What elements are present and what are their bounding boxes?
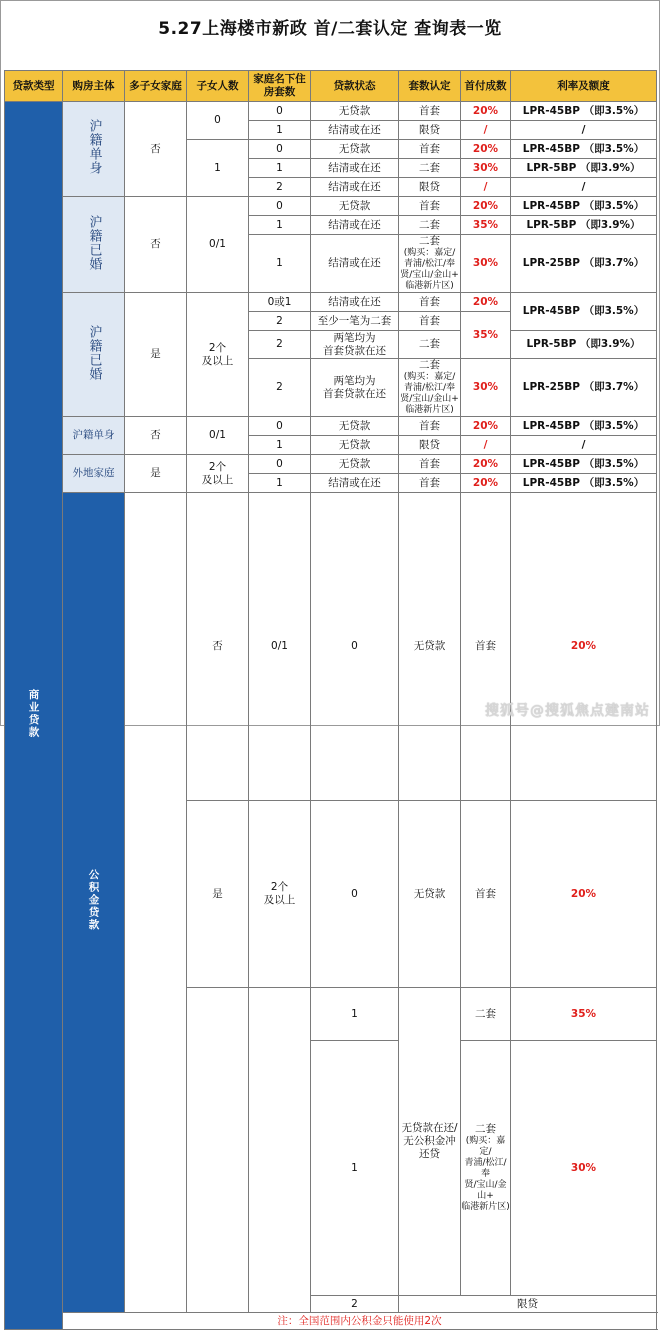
cell: 无贷款在还/ 无公积金冲还贷 [399,988,461,1296]
cell: 1 [249,159,311,178]
cell: 无贷款 [311,436,399,455]
header-cell: 利率及额度 [511,71,657,102]
cell: 首套 [399,293,461,312]
cell: / [511,178,657,197]
cell: 否 [125,417,187,455]
fund-loan-label: 公积金贷款 [63,493,125,1313]
cell-empty [125,493,187,1313]
cell: 无贷款 [311,417,399,436]
cell: 2 [249,178,311,197]
cell-note: (购买：嘉定/ 青浦/松江/奉 贤/宝山/金山+ 临港新片区) [461,1136,510,1213]
cell-empty [187,988,249,1313]
cell: 二套 [461,988,511,1041]
cell: / [511,121,657,140]
cell: 首套 [399,474,461,493]
cell: 首套 [399,197,461,216]
cell: 首套 [461,801,511,988]
cell: 2个 及以上 [187,293,249,417]
cell: LPR-45BP （即3.5%） [511,140,657,159]
cell: 结清或在还 [311,178,399,197]
cell: 限贷 [399,436,461,455]
header-cell: 家庭名下住房套数 [249,71,311,102]
cell-text: 二套 [419,359,440,371]
cell: 35% [461,216,511,235]
cell: 0或1 [249,293,311,312]
table-row [5,417,657,436]
note-row [5,1313,657,1330]
header-cell: 套数认定 [399,71,461,102]
header-cell: 首付成数 [461,71,511,102]
cell: 首套 [399,455,461,474]
cell: 20% [461,197,511,216]
cell-second-outer [399,235,461,293]
cell: / [461,436,511,455]
cell: 20% [461,417,511,436]
table-row [5,102,657,121]
page-title: 5.27上海楼市新政 首/二套认定 查询表一览 [158,19,502,39]
cell: 1 [249,235,311,293]
cell: 无贷款 [311,102,399,121]
cell: 20% [511,493,657,801]
cell: LPR-45BP （即3.5%） [511,474,657,493]
cell: 20% [461,455,511,474]
cell: 两笔均为 首套贷款在还 [311,359,399,417]
cell: 0 [311,493,399,801]
cell: 0 [249,102,311,121]
cell-second-outer [461,1041,511,1296]
cell: 20% [461,140,511,159]
cell: 首套 [461,493,511,801]
cell: 0 [249,140,311,159]
cell: 结清或在还 [311,474,399,493]
cell: 35% [511,988,657,1041]
header-cell: 购房主体 [63,71,125,102]
cell: 否 [125,102,187,197]
cell: LPR-45BP （即3.5%） [511,293,657,331]
cell: 2 [249,331,311,359]
cell-note: (购买：嘉定/ 青浦/松江/奉 贤/宝山/金山+ 临港新片区) [400,248,459,291]
group-nonlocal: 外地家庭 [63,455,125,493]
cell: 首套 [399,417,461,436]
cell: 20% [461,102,511,121]
cell: LPR-45BP （即3.5%） [511,102,657,121]
cell: 0 [249,455,311,474]
cell: 0 [311,801,399,988]
cell: LPR-5BP （即3.9%） [511,159,657,178]
cell: LPR-45BP （即3.5%） [511,197,657,216]
cell: 无贷款 [311,197,399,216]
cell: 0/1 [187,417,249,455]
cell: 2个 及以上 [187,455,249,493]
cell: 无贷款 [311,455,399,474]
cell: 35% [461,312,511,359]
header-row [5,71,657,102]
group-sh-single-row: 沪籍单身 [63,417,125,455]
cell: 30% [511,1041,657,1296]
cell: 20% [461,474,511,493]
cell: 1 [249,474,311,493]
cell: 二套 [399,331,461,359]
cell-second-outer [399,359,461,417]
group-sh-single: 沪籍单身 [63,102,125,197]
cell: 1 [187,140,249,197]
cell: 2个 及以上 [249,801,311,988]
header-cell: 贷款状态 [311,71,399,102]
cell: 是 [125,293,187,417]
cell: LPR-25BP （即3.7%） [511,359,657,417]
cell: 0 [249,197,311,216]
cell-note: (购买：嘉定/ 青浦/松江/奉 贤/宝山/金山+ 临港新片区) [400,372,459,415]
footnote: 注：全国范围内公积金只能使用2次 [63,1313,657,1330]
cell: 首套 [399,140,461,159]
cell: 是 [187,801,249,988]
cell: 30% [461,359,511,417]
cell: 0/1 [249,493,311,801]
cell: 2 [249,359,311,417]
cell: / [461,178,511,197]
cell: 否 [187,493,249,801]
cell: LPR-45BP （即3.5%） [511,455,657,474]
cell: 1 [311,1041,399,1296]
cell: 结清或在还 [311,121,399,140]
table-row [5,455,657,474]
cell: 1 [249,216,311,235]
cell: 0 [187,102,249,140]
cell: 无贷款 [399,801,461,988]
cell: 1 [311,988,399,1041]
cell: 无贷款 [311,140,399,159]
cell: LPR-25BP （即3.7%） [511,235,657,293]
cell: 1 [249,436,311,455]
table-row [5,197,657,216]
cell: 1 [249,121,311,140]
table-row [5,493,657,801]
cell: 20% [511,801,657,988]
cell: 限贷 [399,1296,657,1313]
cell: 结清或在还 [311,235,399,293]
group-sh-married: 沪籍已婚 [63,197,125,293]
cell: 限贷 [399,178,461,197]
cell: 无贷款 [399,493,461,801]
cell: 结清或在还 [311,159,399,178]
cell: / [461,121,511,140]
cell: LPR-5BP （即3.9%） [511,216,657,235]
cell: 二套 [399,216,461,235]
group-sh-married-2: 沪籍已婚 [63,293,125,417]
cell: LPR-45BP （即3.5%） [511,417,657,436]
header-cell: 子女人数 [187,71,249,102]
cell: 二套 [399,159,461,178]
cell: 限贷 [399,121,461,140]
cell: 至少一笔为二套 [311,312,399,331]
cell: 首套 [399,312,461,331]
header-cell: 多子女家庭 [125,71,187,102]
cell-empty [249,988,311,1313]
cell-text: 二套 [419,235,440,247]
cell: 是 [125,455,187,493]
commercial-loan-label: 商业贷款 [5,102,63,1330]
cell: 20% [461,293,511,312]
cell: 2 [249,312,311,331]
cell: / [511,436,657,455]
cell: 2 [311,1296,399,1313]
cell: 首套 [399,102,461,121]
watermark: 搜狐号@搜狐焦点建南站 [485,703,650,719]
cell: 两笔均为 首套贷款在还 [311,331,399,359]
cell: LPR-5BP （即3.9%） [511,331,657,359]
header-cell: 贷款类型 [5,71,63,102]
cell: 结清或在还 [311,293,399,312]
cell: 结清或在还 [311,216,399,235]
cell: 30% [461,235,511,293]
cell: 0/1 [187,197,249,293]
table-row [5,293,657,312]
cell: 否 [125,197,187,293]
cell-text: 二套 [475,1123,496,1136]
cell: 0 [249,417,311,436]
cell: 30% [461,159,511,178]
